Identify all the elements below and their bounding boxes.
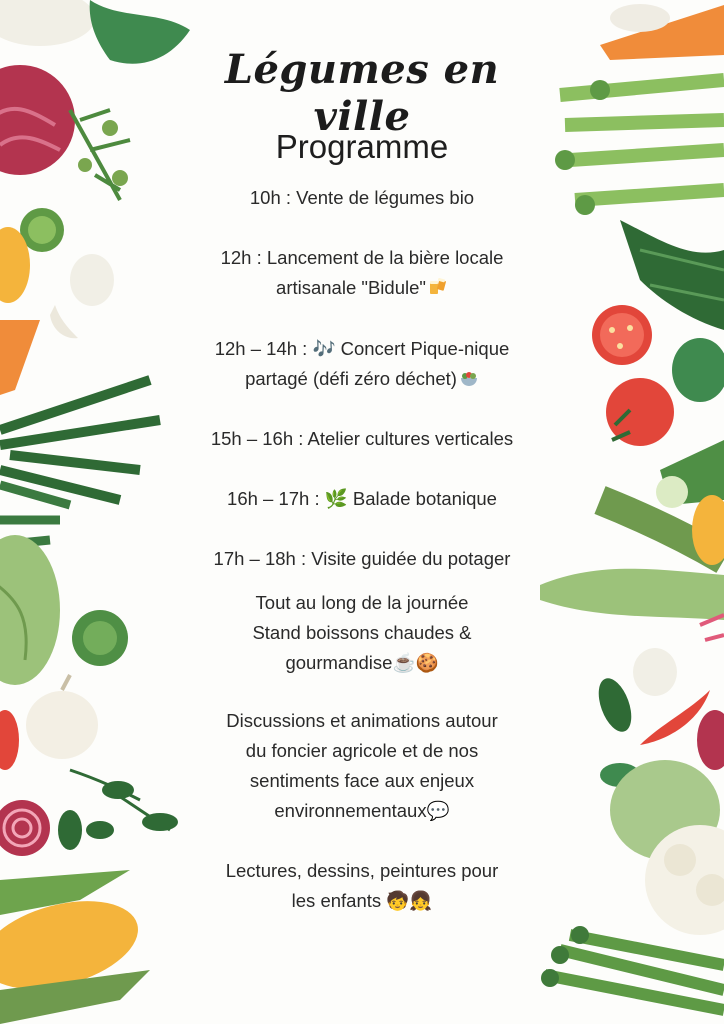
program-item-3-line-2: partagé (défi zéro déchet) <box>245 368 457 389</box>
red-cabbage-icon <box>0 65 75 175</box>
leafy-greens-icon <box>540 569 724 620</box>
tomato-icon <box>606 378 674 446</box>
program-item-6-line-1: 17h – 18h : Visite guidée du potager <box>213 548 511 569</box>
corn-icon <box>0 886 148 1005</box>
kids-line-2: les enfants 🧒👧 <box>291 890 433 911</box>
kids-section <box>170 856 554 916</box>
discussions-line-4: environnementaux💬 <box>274 800 450 821</box>
mushroom-icon <box>610 4 670 32</box>
all-day-section <box>170 588 554 678</box>
program-item-5-line-1: 16h – 17h : 🌿 Balade botanique <box>227 488 497 509</box>
all-day-line-1: Tout au long de la journée <box>255 592 469 613</box>
onion-icon <box>26 691 98 759</box>
beer-mugs-icon <box>428 277 448 297</box>
kale-icon <box>620 220 724 330</box>
tomato-half-icon <box>592 305 652 365</box>
program-item-1 <box>170 183 554 213</box>
discussions-section <box>170 706 554 826</box>
cucumber-icon <box>672 338 724 402</box>
brussels-sprout-icon <box>20 208 64 252</box>
pepper-yellow-icon <box>0 227 30 303</box>
cauliflower-icon <box>645 825 724 935</box>
program-item-6 <box>170 544 554 574</box>
leek-leaves-icon <box>0 380 160 500</box>
program-item-2 <box>170 243 554 303</box>
asparagus-bottom-icon <box>545 935 724 1010</box>
discussions-line-3: sentiments face aux enjeux <box>249 770 475 791</box>
kids-line-1: Lectures, dessins, peintures pour <box>225 860 499 881</box>
program-heading: Programme <box>275 128 449 165</box>
program-item-3 <box>170 334 554 394</box>
discussions-line-2: du foncier agricole et de nos <box>245 740 479 761</box>
program-item-2-line-1: 12h : Lancement de la bière locale <box>220 247 504 268</box>
pumpkin-slice-icon <box>0 320 40 395</box>
program-item-2-line-2: artisanale "Bidule" <box>276 277 426 298</box>
all-day-line-2: Stand boissons chaudes & <box>252 622 472 643</box>
program-item-4 <box>170 424 554 454</box>
garlic-right-icon <box>633 648 677 696</box>
poster-title: Légumes en ville <box>224 46 500 140</box>
beet-slice-icon <box>0 800 50 856</box>
salad-bowl-icon <box>459 368 479 388</box>
brussels-sprout-2-icon <box>72 610 128 666</box>
asparagus-icon <box>560 80 724 200</box>
program-item-4-line-1: 15h – 16h : Atelier cultures verticales <box>210 428 514 449</box>
discussions-line-1: Discussions et animations autour <box>226 710 498 731</box>
lettuce-icon <box>0 535 60 685</box>
garlic-top-left-icon <box>0 0 95 46</box>
carrot-icon <box>600 5 724 60</box>
cabbage-icon <box>610 760 720 860</box>
herb-sprig-icon <box>70 110 130 200</box>
chili-pepper-icon <box>640 690 710 745</box>
program-item-5 <box>170 484 554 514</box>
program-item-1-line-1: 10h : Vente de légumes bio <box>249 187 475 208</box>
garlic-icon <box>70 254 114 306</box>
all-day-line-3: gourmandise☕🍪 <box>285 652 439 673</box>
program-item-3-line-1: 12h – 14h : 🎶 Concert Pique-nique <box>214 338 510 359</box>
